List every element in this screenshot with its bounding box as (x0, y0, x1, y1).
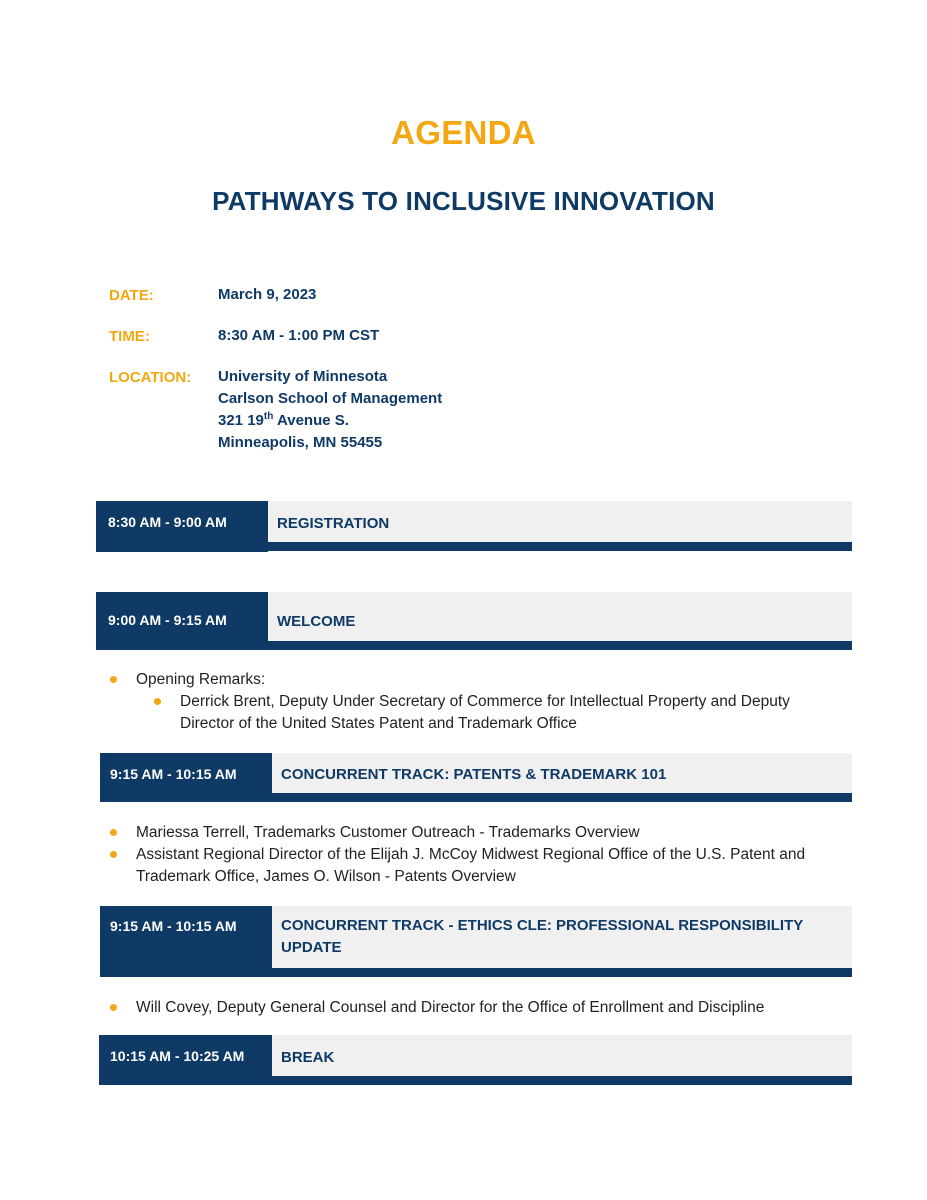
date-value: March 9, 2023 (218, 286, 317, 303)
list-item: Mariessa Terrell, Trademarks Customer Outreach - Trademarks Overview (108, 822, 853, 844)
session-welcome (96, 592, 852, 650)
session-title: WELCOME (277, 613, 356, 630)
location-line-2: Carlson School of Management (218, 390, 443, 407)
list-item: Assistant Regional Director of the Elijah J. McCoy Midwest Regional Office of the U.S. Patent and Trademark Office, James O. Wilson - Patents Overview (108, 844, 853, 888)
event-subtitle: PATHWAYS TO INCLUSIVE INNOVATION (212, 186, 715, 216)
bullet-icon (110, 676, 117, 683)
list-item: Derrick Brent, Deputy Under Secretary of Commerce for Intellectual Property and Deputy Director of the United States Patent and Trademark Office (108, 691, 848, 735)
session-time: 9:00 AM - 9:15 AM (96, 592, 268, 650)
location-line-1: University of Minnesota (218, 368, 388, 385)
location-value (218, 366, 442, 454)
ethics-items (108, 997, 853, 1019)
session-time: 9:15 AM - 10:15 AM (100, 753, 272, 802)
session-patents-trademark (100, 753, 852, 802)
session-title: CONCURRENT TRACK: PATENTS & TRADEMARK 101 (281, 766, 667, 783)
bullet-icon (154, 698, 161, 705)
time-value: 8:30 AM - 1:00 PM CST (218, 327, 380, 344)
date-label: DATE: (109, 287, 154, 304)
patents-items (108, 822, 853, 888)
bullet-icon (110, 851, 117, 858)
session-title: BREAK (281, 1049, 335, 1066)
session-time: 8:30 AM - 9:00 AM (96, 501, 268, 552)
session-registration (96, 501, 852, 552)
session-break (99, 1035, 852, 1085)
list-item: Will Covey, Deputy General Counsel and Director for the Office of Enrollment and Discipline (108, 997, 853, 1019)
session-title: CONCURRENT TRACK - ETHICS CLE: PROFESSIONAL RESPONSIBILITY UPDATE (281, 917, 804, 956)
welcome-items (108, 669, 848, 735)
location-line-3: 321 19th Avenue S. (218, 411, 349, 429)
bullet-icon (110, 829, 117, 836)
session-title: REGISTRATION (277, 515, 390, 532)
list-item: Opening Remarks: (108, 669, 848, 691)
session-time: 9:15 AM - 10:15 AM (100, 906, 272, 977)
session-time: 10:15 AM - 10:25 AM (99, 1035, 272, 1085)
time-label: TIME: (109, 328, 150, 345)
location-line-4: Minneapolis, MN 55455 (218, 434, 383, 451)
bullet-icon (110, 1004, 117, 1011)
location-label: LOCATION: (109, 369, 192, 386)
agenda-title: AGENDA (391, 114, 536, 151)
session-ethics-cle (100, 906, 852, 977)
